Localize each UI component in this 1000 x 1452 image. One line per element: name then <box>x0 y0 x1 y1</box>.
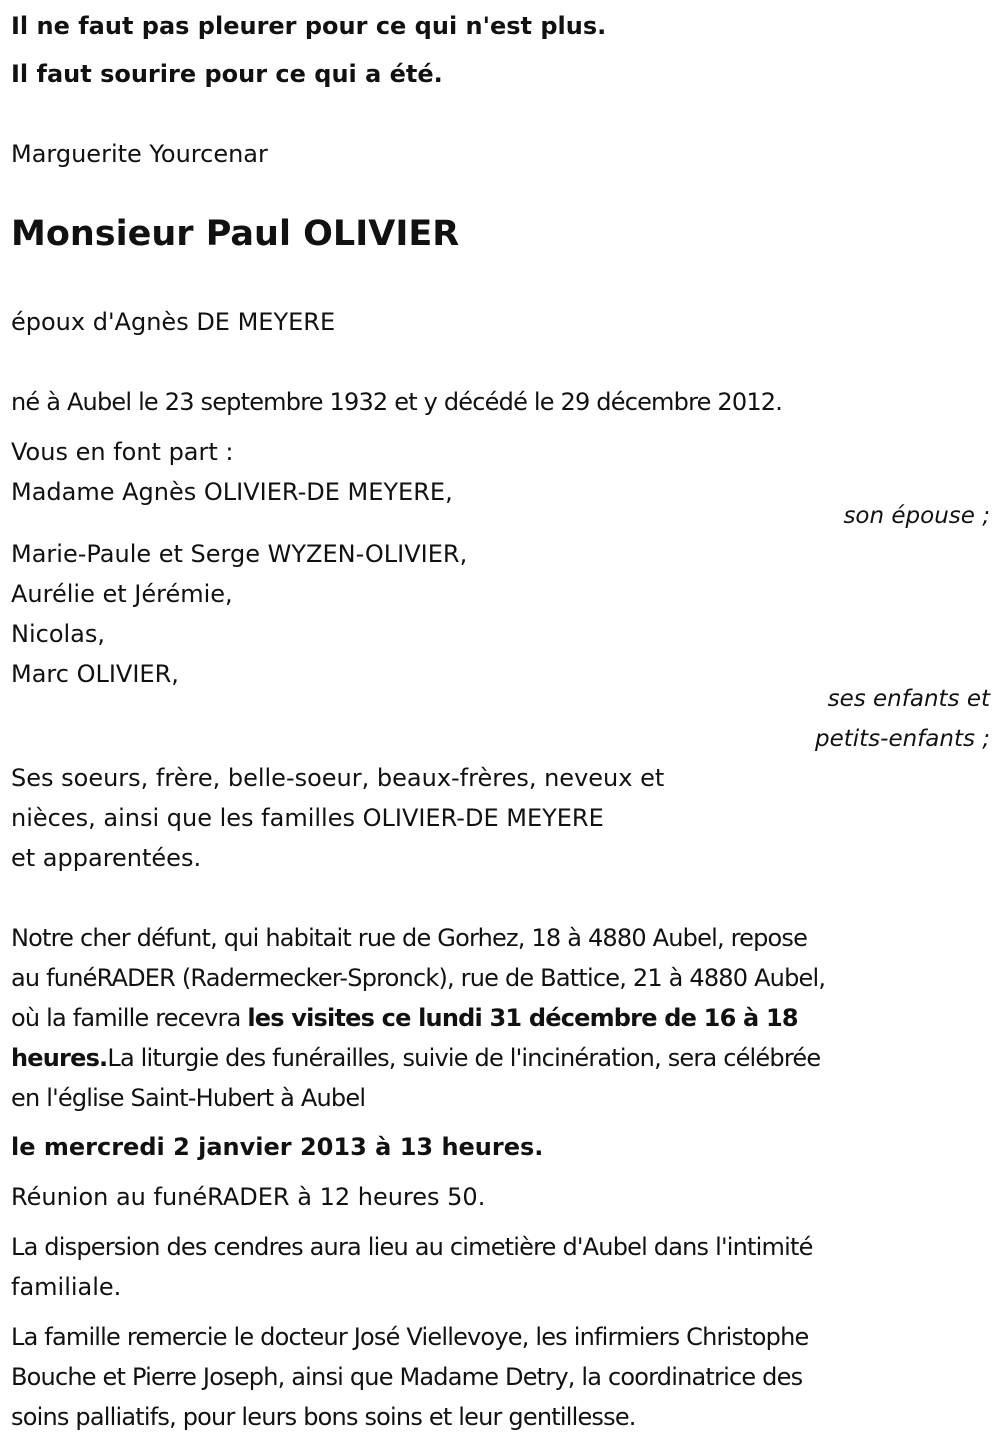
deceased-name: Monsieur Paul OLIVIER <box>11 214 460 254</box>
child-line: Aurélie et Jérémie, <box>11 580 233 608</box>
meeting-line: Réunion au funéRADER à 12 heures 50. <box>11 1183 486 1211</box>
children-role-1: ses enfants et <box>827 686 990 712</box>
quote-line-2: Il faut sourire pour ce qui a été. <box>11 60 443 88</box>
arrangements-line-2: au funéRADER (Radermecker-Spronck), rue de Battice, 21 à 4880 Aubel, <box>11 964 826 992</box>
liturgy-text: La liturgie des funérailles, suivie de l'incinération, sera célébrée <box>107 1044 821 1072</box>
visits-schedule-end: heures. <box>11 1044 108 1072</box>
arrangements-line-5: en l'église Saint-Hubert à Aubel <box>11 1084 366 1112</box>
visits-schedule: les visites ce lundi 31 décembre de 16 à 18 <box>247 1004 798 1032</box>
child-line: Marc OLIVIER, <box>11 660 179 688</box>
thanks-line-3: soins palliatifs, pour leurs bons soins et leur gentillesse. <box>11 1403 636 1431</box>
arrangements-line-3 <box>11 1002 798 1034</box>
dispersion-line-1: La dispersion des cendres aura lieu au cimetière d'Aubel dans l'intimité <box>11 1233 813 1261</box>
family-line: nièces, ainsi que les familles OLIVIER-DE MEYERE <box>11 804 604 832</box>
spouse-role: son épouse ; <box>843 503 990 529</box>
dates-line: né à Aubel le 23 septembre 1932 et y décédé le 29 décembre 2012. <box>11 388 783 416</box>
child-line: Nicolas, <box>11 620 106 648</box>
family-line: Ses soeurs, frère, belle-soeur, beaux-frères, neveux et <box>11 764 665 792</box>
announcer-spouse: Madame Agnès OLIVIER-DE MEYERE, <box>11 478 453 506</box>
dispersion-line-2: familiale. <box>11 1273 122 1301</box>
quote-author: Marguerite Yourcenar <box>11 140 268 168</box>
quote-line-1: Il ne faut pas pleurer pour ce qui n'est plus. <box>11 12 607 40</box>
spouse-line: époux d'Agnès DE MEYERE <box>11 308 336 336</box>
arrangements-line-1: Notre cher défunt, qui habitait rue de Gorhez, 18 à 4880 Aubel, repose <box>11 924 808 952</box>
announcers-intro: Vous en font part : <box>11 438 234 466</box>
arrangements-line-4 <box>11 1042 820 1074</box>
family-line: et apparentées. <box>11 844 202 872</box>
ceremony-date: le mercredi 2 janvier 2013 à 13 heures. <box>11 1133 544 1161</box>
thanks-line-1: La famille remercie le docteur José Viellevoye, les infirmiers Christophe <box>11 1323 809 1351</box>
children-role-2: petits-enfants ; <box>814 726 990 752</box>
child-line: Marie-Paule et Serge WYZEN-OLIVIER, <box>11 540 468 568</box>
visits-intro: où la famille recevra <box>11 1004 248 1032</box>
thanks-line-2: Bouche et Pierre Joseph, ainsi que Madame Detry, la coordinatrice des <box>11 1363 803 1391</box>
